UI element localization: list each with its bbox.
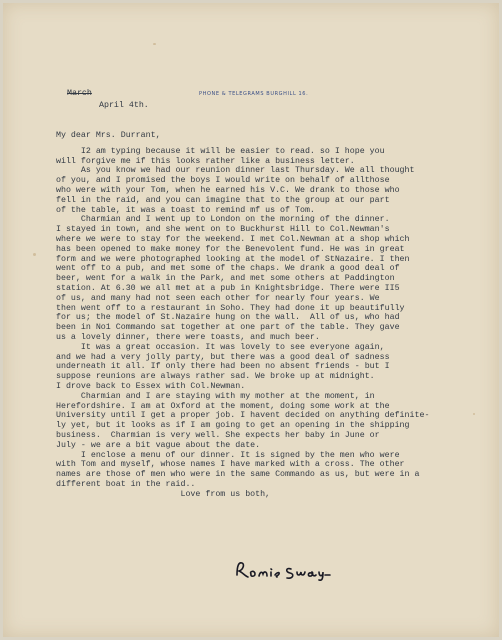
letter-line: with Tom and myself, whose names I have marked with a cross. The other xyxy=(56,460,405,470)
letter-line: of us, and many had not seen each other for nearly four years. We xyxy=(56,293,380,303)
letter-line: It was a great occasion. It was lovely to see everyone again, xyxy=(56,342,385,352)
letter-line: suppose reunions are always rather sad. We broke up at midnight. xyxy=(56,372,375,382)
letter-line: station. At 6.30 we all met at a pub in Knightsbridge. There were II5 xyxy=(56,283,400,293)
letter-line: and we had a very jolly party, but there was a good deal of sadness xyxy=(56,352,390,362)
letter-line: been in No1 Commando sat together at one part of the table. They gave xyxy=(56,323,400,333)
letter-line: has been opened to make money for the Benevolent fund. He was in great xyxy=(56,244,405,254)
letter-line: University until I get a proper job. I havent decided on anything definite- xyxy=(56,411,430,421)
letter-line: I drove back to Essex with Col.Newman. xyxy=(56,381,246,391)
letter-page xyxy=(3,3,499,637)
letter-line: different boat in the raid.. xyxy=(56,479,196,489)
struck-month: March xyxy=(67,89,92,98)
letter-line: As you know we had our reunion dinner last Thursday. We all thought xyxy=(56,166,415,176)
letterhead: PHONE & TELEGRAMS BURGHILL 16. xyxy=(199,91,309,97)
letter-line: I enclose a menu of our dinner. It is signed by the men who were xyxy=(56,450,400,460)
letter-line: us a lovely dinner, there were toasts, and much beer. xyxy=(56,332,320,342)
letter-line: I2 am typing because it will be easier to read. so I hope you xyxy=(56,146,385,156)
foxing-spot xyxy=(33,253,36,256)
letter-line: who were with your Tom, when he earned his V.C. We drank to those who xyxy=(56,185,400,195)
letter-line: fell in the raid, and you can imagine that to the group at our part xyxy=(56,195,390,205)
letter-line: will forgive me if this looks rather like a business letter. xyxy=(56,156,355,166)
letter-line: where we were to stay for the weekend. I met Col.Newman at a shop which xyxy=(56,234,410,244)
letter-line: Love from us both, xyxy=(56,489,271,499)
letter-line: I stayed in town, and she went on to Buckhurst Hill to Col.Newman's xyxy=(56,225,390,235)
letter-line: July - we are a bit vague about the date. xyxy=(56,440,261,450)
letter-line: Herefordshire. I am at Oxford at the moment, doing some work at the xyxy=(56,401,390,411)
letter-line: of you, and I promised the boys I would write on behalf of allthose xyxy=(56,176,390,186)
letter-line: My dear Mrs. Durrant, xyxy=(56,131,161,140)
letter-line: underneath it all. If only there had been no absent friends - but I xyxy=(56,362,390,372)
letter-line: Charmian and I went up to London on the morning of the dinner. xyxy=(56,215,390,225)
letter-line: form and we were photographed looking at the model of StNazaire. I then xyxy=(56,254,410,264)
letter-line: business. Charmian is very well. She expects her baby in June or xyxy=(56,430,380,440)
letter-line: for us; the model of St.Nazaire hung on the wall. All of us, who had xyxy=(56,313,400,323)
handwritten-signature xyxy=(233,559,333,581)
foxing-spot xyxy=(153,43,156,45)
letter-body xyxy=(56,131,429,499)
letter-date: April 4th. xyxy=(99,101,149,110)
letter-line: Charmian and I are staying with my mother at the moment, in xyxy=(56,391,375,401)
letter-line: beer, went for a walk in the Park, and met some others at Paddington xyxy=(56,274,395,284)
foxing-spot xyxy=(473,413,475,415)
letter-line: went off to a pub, and met some of the chaps. We drank a good deal of xyxy=(56,264,400,274)
letter-line: ly yet, but it looks as if I am going to get an opening in the shipping xyxy=(56,421,410,431)
letter-line: of the table, it was a toast to remind mf us of Tom. xyxy=(56,205,315,215)
letter-line: names are those of men who were in the same Commando as us, but were in a xyxy=(56,470,420,480)
letter-line: then went off to a restaurant in Soho. They had done it up beautifully xyxy=(56,303,405,313)
